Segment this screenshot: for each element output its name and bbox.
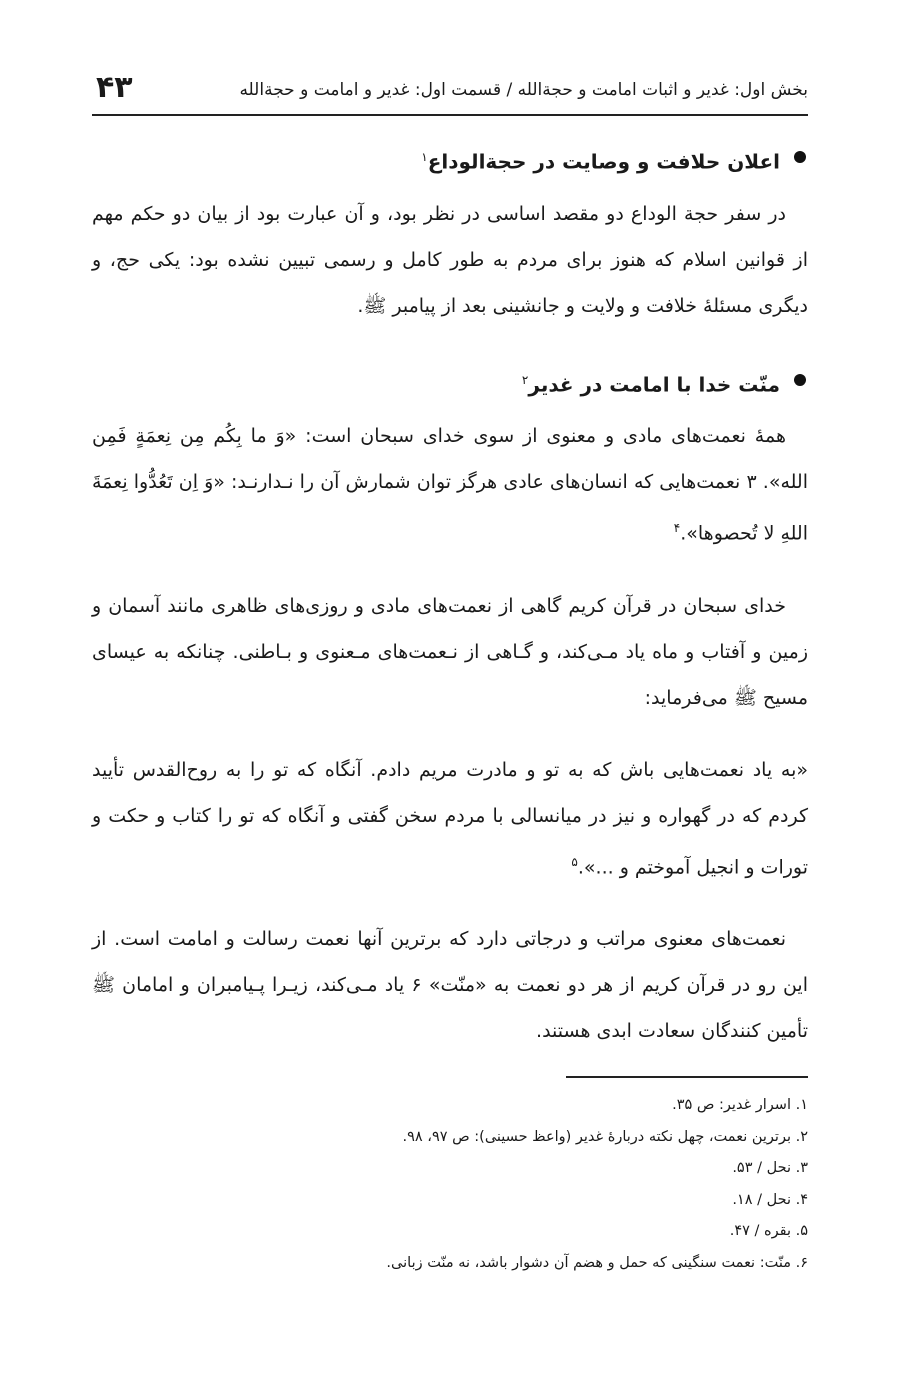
section-heading-text: منّت خدا با امامت در غدیر — [528, 372, 780, 397]
page-number: ۴۳ — [96, 70, 133, 105]
footnote-item: ۳. نحل / ۵۳. — [732, 1160, 808, 1176]
section-heading-text: اعلان حلافت و وصایت در حجةالوداع — [427, 149, 780, 174]
section-heading — [92, 363, 808, 402]
running-title: بخش اول: غدیر و اثبات امامت و حجةالله / قسمت اول: غدیر و امامت و حجةالله — [239, 80, 808, 100]
running-header — [92, 70, 808, 116]
paragraph — [92, 413, 808, 556]
footnote-item: ۱. اسرار غدیر: ص ۳۵. — [672, 1097, 808, 1113]
quotation — [92, 747, 808, 890]
footnote-ref: ۴ — [673, 521, 681, 536]
section-heading — [92, 140, 808, 179]
footnote-ref: ۱ — [421, 150, 428, 164]
footnote-ref: ۲ — [521, 372, 529, 387]
footnote-item: ۴. نحل / ۱۸. — [732, 1191, 808, 1208]
paragraph-text: «به یاد نعمت‌هایی باش که به تو و مادرت مریم دادم. آنگاه که تو را به روح‌القدس تأیید کردم که در گهواره و نیز در میانسالی با مردم سخن گفتی و آنگاه که تو را کتاب و حکت و تورات و انجیل آموختم و ...». — [92, 758, 808, 878]
paragraph — [92, 583, 808, 721]
paragraph-text: خدای سبحان در قرآن کریم گاهی از نعمت‌های مادی و روزی‌های ظاهری مانند آسمان و زمین و آفتاب و ماه یاد مـی‌کند، و گـاهی از نـعمت‌های مـعنوی و بـاطنی. چنانکه به عیسای مسیح ﷺ می‌فرماید: — [92, 594, 808, 709]
paragraph-text: در سفر حجة الوداع دو مقصد اساسی در نظر بود، و آن عبارت بود از بیان دو حکم مهم از قوانین اسلام که هنوز برای مردم به طور کامل و رسمی تبیین نشده بود: یکی حج، و دیگری مسئلۀ خلافت و ولایت و جانشینی بعد از پیامبر ﷺ. — [92, 202, 808, 317]
footnote-ref: ۵ — [571, 854, 578, 869]
paragraph-text: نعمت‌های معنوی مراتب و درجاتی دارد که برترین آنها نعمت رسالت و امامت است. از این رو در قرآن کریم از هر دو نعمت به «منّت» ۶ یاد مـی‌کند، زیـرا پـیامبران و امامان ﷺ تأمین کنندگان سعادت ابدی هستند. — [92, 927, 808, 1042]
paragraph — [92, 916, 808, 1054]
footnote-item: ۲. برترین نعمت، چهل نکته دربارۀ غدیر (واعظ حسینی): ص ۹۷، ۹۸. — [402, 1128, 808, 1145]
paragraph-text: همۀ نعمت‌های مادی و معنوی از سوی خدای سبحان است: «وَ ما بِکُم مِن نِعمَةٍ فَمِن الله». ۳ نعمت‌هایی که انسان‌های عادی هرگز توان شمارش آن را نـدارنـد: «وَ اِن تَعُدُّوا نِعمَةَ اللهِ لا تُحصوها». — [92, 425, 808, 545]
footnote-item: ۶. منّت: نعمت سنگینی که حمل و هضم آن دشوار باشد، نه منّت زبانی. — [386, 1254, 808, 1271]
book-page — [92, 0, 808, 1390]
bullet-icon — [794, 374, 806, 386]
footnotes-list — [92, 1090, 808, 1279]
paragraph — [92, 191, 808, 329]
footnote-item: ۵. بقره / ۴۷. — [729, 1223, 808, 1239]
page-body — [92, 140, 808, 1080]
bullet-icon — [794, 151, 806, 163]
footnote-divider — [566, 1076, 808, 1078]
